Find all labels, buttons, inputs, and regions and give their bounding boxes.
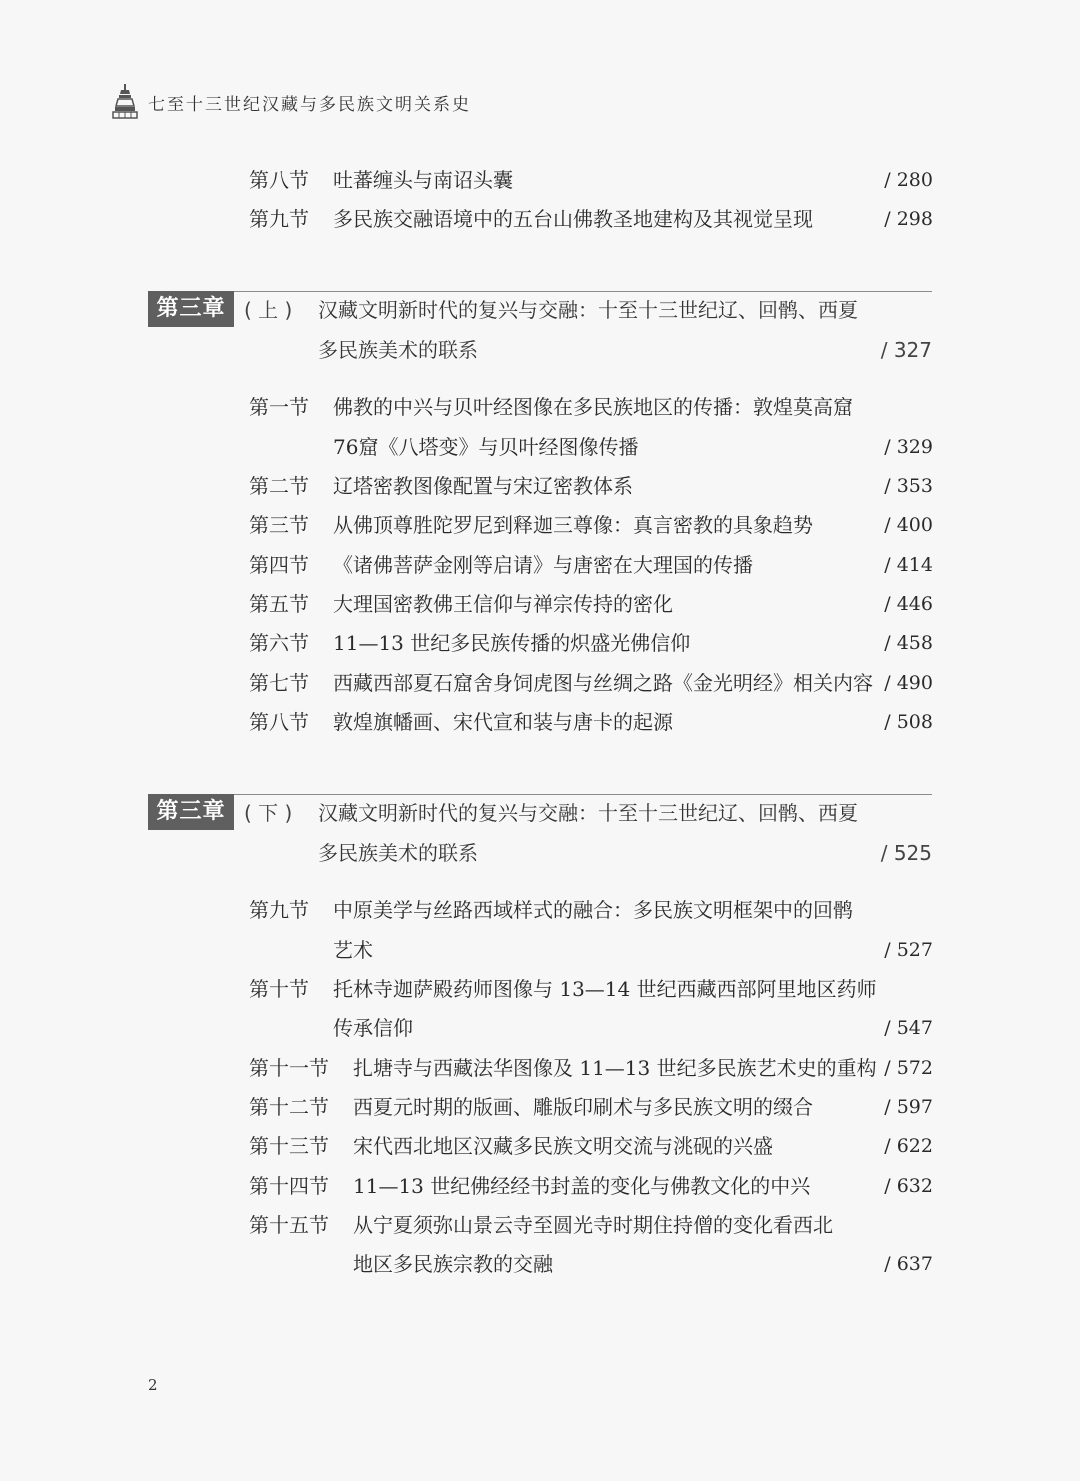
section-label: 第三节 (249, 513, 309, 537)
section-title-continued: 艺术 (333, 938, 373, 962)
page-ref: / 572 (884, 1057, 933, 1079)
chapter-title-line1: 汉藏文明新时代的复兴与交融：十至十三世纪辽、回鹘、西夏 (318, 298, 858, 322)
section-title: 11—13 世纪多民族传播的炽盛光佛信仰 (333, 631, 691, 655)
page-ref: / 637 (884, 1253, 933, 1275)
section-title: 从宁夏须弥山景云寺至圆光寺时期住持僧的变化看西北 (353, 1213, 833, 1237)
page-ref: / 458 (884, 632, 933, 654)
chapter-page-ref: / 525 (880, 841, 932, 865)
page-ref: / 622 (884, 1135, 933, 1157)
chapter-title-line2: 多民族美术的联系 (318, 338, 478, 362)
section-label: 第十五节 (249, 1213, 329, 1237)
section-label: 第十节 (249, 977, 309, 1001)
page-ref: / 490 (884, 672, 933, 694)
section-title: 中原美学与丝路西域样式的融合：多民族文明框架中的回鹘 (333, 898, 853, 922)
page-ref: / 298 (884, 208, 933, 230)
section-label: 第九节 (249, 898, 309, 922)
section-label: 第十一节 (249, 1056, 329, 1080)
section-label: 第五节 (249, 592, 309, 616)
section-title: 从佛顶尊胜陀罗尼到释迦三尊像：真言密教的具象趋势 (333, 513, 813, 537)
section-label: 第十四节 (249, 1174, 329, 1198)
section-label: 第一节 (249, 395, 309, 419)
section-title: 大理国密教佛王信仰与禅宗传持的密化 (333, 592, 673, 616)
page-ref: / 508 (884, 711, 933, 733)
chapter-part: ( 下 ) (244, 801, 293, 825)
section-label: 第四节 (249, 553, 309, 577)
section-title: 宋代西北地区汉藏多民族文明交流与洮砚的兴盛 (353, 1134, 773, 1158)
section-label: 第八节 (249, 710, 309, 734)
section-title: 《诸佛菩萨金刚等启请》与唐密在大理国的传播 (333, 553, 753, 577)
section-title: 佛教的中兴与贝叶经图像在多民族地区的传播：敦煌莫高窟 (333, 395, 853, 419)
section-label: 第八节 (249, 168, 309, 192)
section-label: 第二节 (249, 474, 309, 498)
chapter-heading[interactable] (148, 291, 932, 381)
section-title: 托林寺迦萨殿药师图像与 13—14 世纪西藏西部阿里地区药师 (333, 977, 877, 1001)
page-ref: / 329 (884, 436, 933, 458)
chapter-badge: 第三章 (148, 291, 234, 327)
section-title: 辽塔密教图像配置与宋辽密教体系 (333, 474, 633, 498)
section-title: 吐蕃缠头与南诏头囊 (333, 168, 513, 192)
section-title: 多民族交融语境中的五台山佛教圣地建构及其视觉呈现 (333, 207, 813, 231)
running-header (112, 84, 471, 120)
section-title: 11—13 世纪佛经经书封盖的变化与佛教文化的中兴 (353, 1174, 811, 1198)
chapter-title-line1: 汉藏文明新时代的复兴与交融：十至十三世纪辽、回鹘、西夏 (318, 801, 858, 825)
page-ref: / 414 (884, 554, 933, 576)
section-label: 第六节 (249, 631, 309, 655)
page-ref: / 446 (884, 593, 933, 615)
page-number: 2 (148, 1376, 158, 1394)
section-title-continued: 地区多民族宗教的交融 (353, 1252, 553, 1276)
page-ref: / 547 (884, 1017, 933, 1039)
section-label: 第十三节 (249, 1134, 329, 1158)
chapter-part: ( 上 ) (244, 298, 293, 322)
page-ref: / 597 (884, 1096, 933, 1118)
chapter-page-ref: / 327 (880, 338, 932, 362)
section-title: 西夏元时期的版画、雕版印刷术与多民族文明的缀合 (353, 1095, 813, 1119)
section-title: 敦煌旗幡画、宋代宣和装与唐卡的起源 (333, 710, 673, 734)
page-ref: / 400 (884, 514, 933, 536)
section-label: 第九节 (249, 207, 309, 231)
page-ref: / 527 (884, 939, 933, 961)
section-title-continued: 76窟《八塔变》与贝叶经图像传播 (333, 435, 639, 459)
section-label: 第十二节 (249, 1095, 329, 1119)
section-title: 扎塘寺与西藏法华图像及 11—13 世纪多民族艺术史的重构 (353, 1056, 877, 1080)
page-ref: / 280 (884, 169, 933, 191)
chapter-heading[interactable] (148, 794, 932, 884)
chapter-title-line2: 多民族美术的联系 (318, 841, 478, 865)
section-title: 西藏西部夏石窟舍身饲虎图与丝绸之路《金光明经》相关内容 (333, 671, 873, 695)
chapter-badge: 第三章 (148, 794, 234, 830)
book-title: 七至十三世纪汉藏与多民族文明关系史 (148, 94, 471, 115)
section-label: 第七节 (249, 671, 309, 695)
section-title-continued: 传承信仰 (333, 1016, 413, 1040)
page-ref: / 632 (884, 1175, 933, 1197)
pagoda-icon (112, 84, 138, 120)
page-ref: / 353 (884, 475, 933, 497)
